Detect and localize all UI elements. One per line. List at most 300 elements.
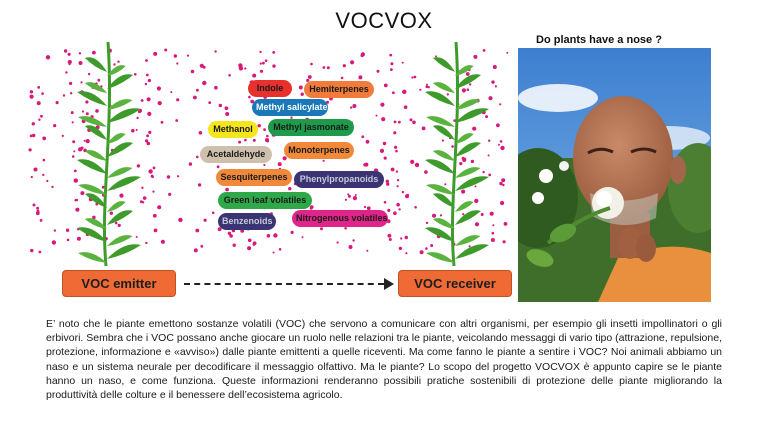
voc-dot [491,238,495,242]
voc-dot [352,239,354,241]
voc-dot [467,88,470,91]
dashed-arrow-line [184,283,384,285]
voc-dot [174,54,177,57]
voc-dot [75,208,79,212]
voc-dot [74,178,78,182]
voc-dot [400,237,402,239]
voc-dot [248,96,251,99]
voc-dot [76,199,79,202]
voc-dot [73,150,75,152]
voc-dot [279,248,282,251]
voc-dot [402,62,404,64]
voc-dot [72,140,75,143]
voc-dot [37,86,40,89]
voc-dot [388,234,392,238]
voc-dot [488,140,490,142]
compound-pill-sesquiterpenes: Sesquiterpenes [216,169,292,186]
voc-dot [462,158,466,162]
voc-dot [394,146,397,149]
photo-illustration [518,48,711,302]
voc-dot [31,176,33,178]
voc-dot [170,91,172,93]
voc-dot [344,227,347,230]
compound-pill-benzenoids: Benzenoids [218,213,276,230]
voc-dot [398,208,400,210]
voc-dot [253,139,256,142]
voc-dot [194,248,198,252]
voc-dot [177,175,179,177]
slide-title: VOCVOX [335,8,433,33]
voc-dot [225,106,229,110]
voc-dot [40,219,43,222]
voc-dot [488,96,492,100]
voc-dot [68,53,71,56]
voc-dot [168,193,171,196]
voc-dot [147,112,151,116]
voc-dot [158,101,162,105]
plant-receiver [425,42,489,266]
voc-dot [394,121,397,124]
voc-dot [447,93,449,95]
voc-dot [193,96,197,100]
voc-dot [397,185,399,187]
voc-dot [212,212,215,215]
voc-dot [320,227,323,230]
voc-dot [82,110,84,112]
compound-pill-methanol: Methanol [208,121,258,138]
voc-dot [341,77,344,80]
voc-dot [265,59,268,62]
voc-dot [397,179,399,181]
voc-dot [196,89,199,92]
voc-dot [70,92,72,94]
voc-dot [46,180,48,182]
voc-dot [138,110,141,113]
voc-dot [430,244,433,247]
voc-dot [97,79,100,82]
voc-dot [146,134,149,137]
voc-dot [352,104,356,108]
voc-dot [145,59,148,62]
voc-dot [363,163,367,167]
voc-dot [345,199,347,201]
voc-dot [30,135,33,138]
voc-dot [266,135,269,138]
voc-dot [36,211,40,215]
voc-dot [500,146,504,150]
voc-dot [41,92,44,95]
voc-dot [225,188,229,192]
voc-dot [161,121,164,124]
voc-dot [288,187,291,190]
photo-man-smelling-rose [518,48,711,302]
voc-dot [187,55,189,57]
voc-dot [411,76,413,78]
voc-dot [358,75,362,79]
voc-dot [71,111,74,114]
voc-dot [389,54,392,57]
voc-dot [56,101,59,104]
voc-dot [80,191,84,195]
voc-dot [272,51,275,54]
voc-dot [301,93,304,96]
voc-dot [415,163,419,167]
voc-dot [272,64,275,67]
voc-dot [141,99,144,102]
voc-dot [80,81,82,83]
voc-dot [323,160,325,162]
voc-diagram [22,40,516,302]
voc-dot [152,191,154,193]
voc-dot [343,64,346,67]
voc-dot [152,176,154,178]
voc-dot [266,139,269,142]
voc-dot [432,214,436,218]
voc-dot [153,214,157,218]
voc-dot [405,236,408,239]
voc-dot [390,62,393,65]
voc-dot [491,80,494,83]
voc-dot [501,178,505,182]
voc-dot [167,175,170,178]
voc-dot [483,49,486,52]
voc-dot [488,155,490,157]
voc-dot [459,162,462,165]
voc-dot [33,204,36,207]
voc-dot [393,131,396,134]
voc-dot [462,213,464,215]
compound-pill-nitrogenous-volatiles: Nitrogenous volatiles [292,210,388,227]
voc-dot [500,201,504,205]
voc-dot [466,72,470,76]
voc-dot [86,112,89,115]
voc-dot [498,144,500,146]
voc-dot [79,52,81,54]
compound-pill-monoterpenes: Monoterpenes [284,142,354,159]
voc-dot [475,222,479,226]
voc-dot [337,241,339,243]
voc-dot [52,240,56,244]
voc-dot [440,214,442,216]
voc-dot [66,229,69,232]
voc-dot [252,74,256,78]
voc-dot [147,97,151,101]
voc-dot [353,196,357,200]
voc-dot [203,66,206,69]
voc-dot [384,84,388,88]
compound-pill-methyl-jasmonate: Methyl jasmonate [268,119,354,136]
voc-dot [425,247,428,250]
voc-dot [402,191,404,193]
arrowhead-icon [384,278,394,290]
voc-dot [442,139,444,141]
voc-dot [154,229,158,233]
voc-dot [391,168,395,172]
voc-dot [72,155,75,158]
voc-dot [84,140,86,142]
voc-dot [95,109,99,113]
voc-dot [273,233,277,237]
voc-dot [30,95,34,99]
voc-dot [34,168,38,172]
voc-dot [153,52,157,56]
compound-pill-hemiterpenes: Hemiterpenes [304,81,374,98]
voc-dot [506,52,508,54]
voc-dot [157,86,161,90]
voc-dot [278,162,282,166]
voc-dot [260,63,262,65]
voc-dot [67,239,70,242]
voc-dot [263,164,265,166]
voc-dot [389,238,392,241]
voc-dot [69,82,72,85]
voc-dot [117,61,119,63]
voc-dot [140,200,143,203]
photo-title: Do plants have a nose ? [536,34,662,46]
voc-dot [68,60,72,64]
voc-dot [291,231,294,234]
voc-dot [410,160,414,164]
voc-dot [244,67,246,69]
voc-dot [462,88,466,92]
voc-dot [248,239,252,243]
voc-dot [461,190,465,194]
plant-emitter [77,42,141,266]
voc-dot [238,141,241,144]
voc-dot [474,199,478,203]
voc-dot [134,73,137,76]
voc-dot [86,139,90,143]
voc-dot [77,237,81,241]
voc-dot [113,63,115,65]
voc-dot [504,222,508,226]
voc-dot [198,183,201,186]
voc-dot [258,124,261,127]
voc-dot [424,170,428,174]
voc-dot [145,242,147,244]
voc-dot [147,142,151,146]
voc-dot [214,50,216,52]
compound-pill-methyl-salicylate: Methyl salicylate [252,99,328,116]
voc-dot [414,206,417,209]
voc-dot [364,206,366,208]
voc-dot [43,159,46,162]
voc-dot [499,103,501,105]
voc-dot [39,251,42,254]
voc-dot [469,245,471,247]
voc-dot [72,121,74,123]
voc-dot [40,115,43,118]
voc-dot [399,247,402,250]
voc-dot [395,150,398,153]
voc-dot [164,49,167,52]
voc-dot [32,134,35,137]
voc-dot [145,83,147,85]
voc-dot [361,135,364,138]
voc-dot [42,174,44,176]
voc-receiver-box: VOC receiver [398,270,512,297]
voc-dot [500,140,503,143]
voc-dot [387,209,390,212]
voc-emitter-box: VOC emitter [62,270,176,297]
compound-pill-green-leaf-volatiles: Green leaf volatiles [218,192,312,209]
voc-dot [131,129,135,133]
voc-dot [386,182,389,185]
voc-dot [392,91,395,94]
voc-dot [195,229,199,233]
project-description: E’ noto che le piante emettono sostanze volatili (VOC) che servono a comunicare con altri organismi, per esempio gli insetti impollinatori o gli erbivori. Sembra che i VOC possano anche giocare un ruolo nelle relazioni tra le piante, veicolando messaggi di vario tipo (attrazione, repulsione, protezione, informazione e «avviso») dalle piante emittenti a quelle riceventi. Ma come fanno le piante a sentire i VOC? Noi animali abbiamo un naso e un sistema neurale per decodificare il messaggio olfattivo. Ma le piante? Lo scopo del progetto VOCVOX è appunto capire se le piante hanno un naso, e come funziona. Queste informazioni renderanno possibili pratiche sostenibili di protezione delle piante migliorando la produttività delle colture e il benessere dell’ecosistema agricolo. [46,318,722,402]
voc-dot [214,86,218,90]
voc-dot [503,240,506,243]
compound-pill-acetaldehyde: Acetaldehyde [200,146,272,163]
voc-dot [29,148,32,151]
voc-dot [247,246,251,250]
voc-dot [381,117,385,121]
voc-dot [78,147,82,151]
voc-dot [225,112,229,116]
voc-dot [146,74,149,77]
voc-dot [259,51,261,53]
voc-dot [396,203,400,207]
voc-dot [390,68,393,71]
voc-dot [32,122,35,125]
voc-dot [348,195,351,198]
voc-dot [398,121,401,124]
voc-dot [383,142,386,145]
voc-dot [217,165,220,168]
voc-dot [136,236,138,238]
voc-dot [233,244,236,247]
voc-dot [490,212,494,216]
voc-dot [62,135,64,137]
voc-dot [435,55,437,57]
voc-dot [30,90,33,93]
voc-dot [115,222,118,225]
voc-dot [208,101,211,104]
voc-dot [488,174,491,177]
voc-dot [110,212,113,215]
voc-dot [377,70,380,73]
voc-dot [153,167,156,170]
voc-dot [384,201,387,204]
voc-dot [361,54,364,57]
voc-dot [136,129,138,131]
voc-dot [310,63,313,66]
voc-dot [119,194,123,198]
voc-dot [273,252,275,254]
voc-dot [420,250,424,254]
voc-dot [499,182,502,185]
voc-dot [244,139,247,142]
voc-dot [414,76,417,79]
voc-dot [42,137,46,141]
voc-dot [422,127,426,131]
voc-dot [38,119,40,121]
voc-dot [204,219,207,222]
voc-dot [323,66,326,69]
compound-pill-indole: Indole [248,80,292,97]
voc-dot [189,162,192,165]
voc-dot [92,51,96,55]
voc-dot [37,101,41,105]
voc-dot [402,90,406,94]
voc-dot [85,100,88,103]
voc-dot [393,211,397,215]
voc-dot [238,63,242,67]
voc-dot [404,105,408,109]
voc-dot [412,121,416,125]
voc-dot [148,169,152,173]
voc-dot [74,170,77,173]
voc-dot [485,115,488,118]
voc-dot [263,128,266,131]
voc-dot [79,61,83,65]
voc-dot [299,86,303,90]
voc-dot [178,218,182,222]
voc-dot [302,236,304,238]
voc-dot [63,94,65,96]
voc-dot [428,86,430,88]
voc-dot [350,60,354,64]
voc-dot [262,62,265,65]
voc-dot [53,124,56,127]
voc-dot [366,250,368,252]
compound-pill-phenylpropanoids: Phenylpropanoids [294,171,384,188]
voc-dot [219,104,222,107]
voc-dot [496,123,500,127]
voc-dot [376,115,378,117]
voc-dot [267,234,271,238]
voc-dot [137,164,140,167]
voc-dot [176,98,179,101]
voc-dot [366,140,370,144]
voc-dot [148,131,151,134]
voc-dot [355,194,357,196]
voc-dot [405,252,407,254]
voc-dot [472,127,476,131]
voc-dot [196,156,199,159]
voc-dot [473,55,477,59]
voc-dot [405,194,409,198]
voc-dot [51,186,53,188]
voc-dot [200,245,203,248]
voc-dot [349,245,353,249]
voc-dot [327,66,330,69]
voc-dot [228,74,231,77]
voc-dot [175,119,178,122]
voc-dot [475,185,477,187]
voc-dot [229,234,233,238]
voc-dot [157,205,161,209]
voc-dot [410,118,413,121]
voc-dot [492,232,495,235]
voc-dot [88,73,90,75]
voc-dot [202,81,206,85]
voc-dot [54,229,56,231]
voc-dot [471,160,474,163]
voc-dot [396,170,398,172]
voc-dot [191,70,195,74]
voc-dot [118,224,121,227]
voc-dot [492,224,494,226]
voc-dot [444,183,446,185]
voc-dot [260,70,263,73]
voc-dot [199,131,203,135]
voc-dot [493,65,497,69]
voc-dot [308,75,312,79]
voc-dot [380,149,384,153]
voc-dot [161,240,165,244]
